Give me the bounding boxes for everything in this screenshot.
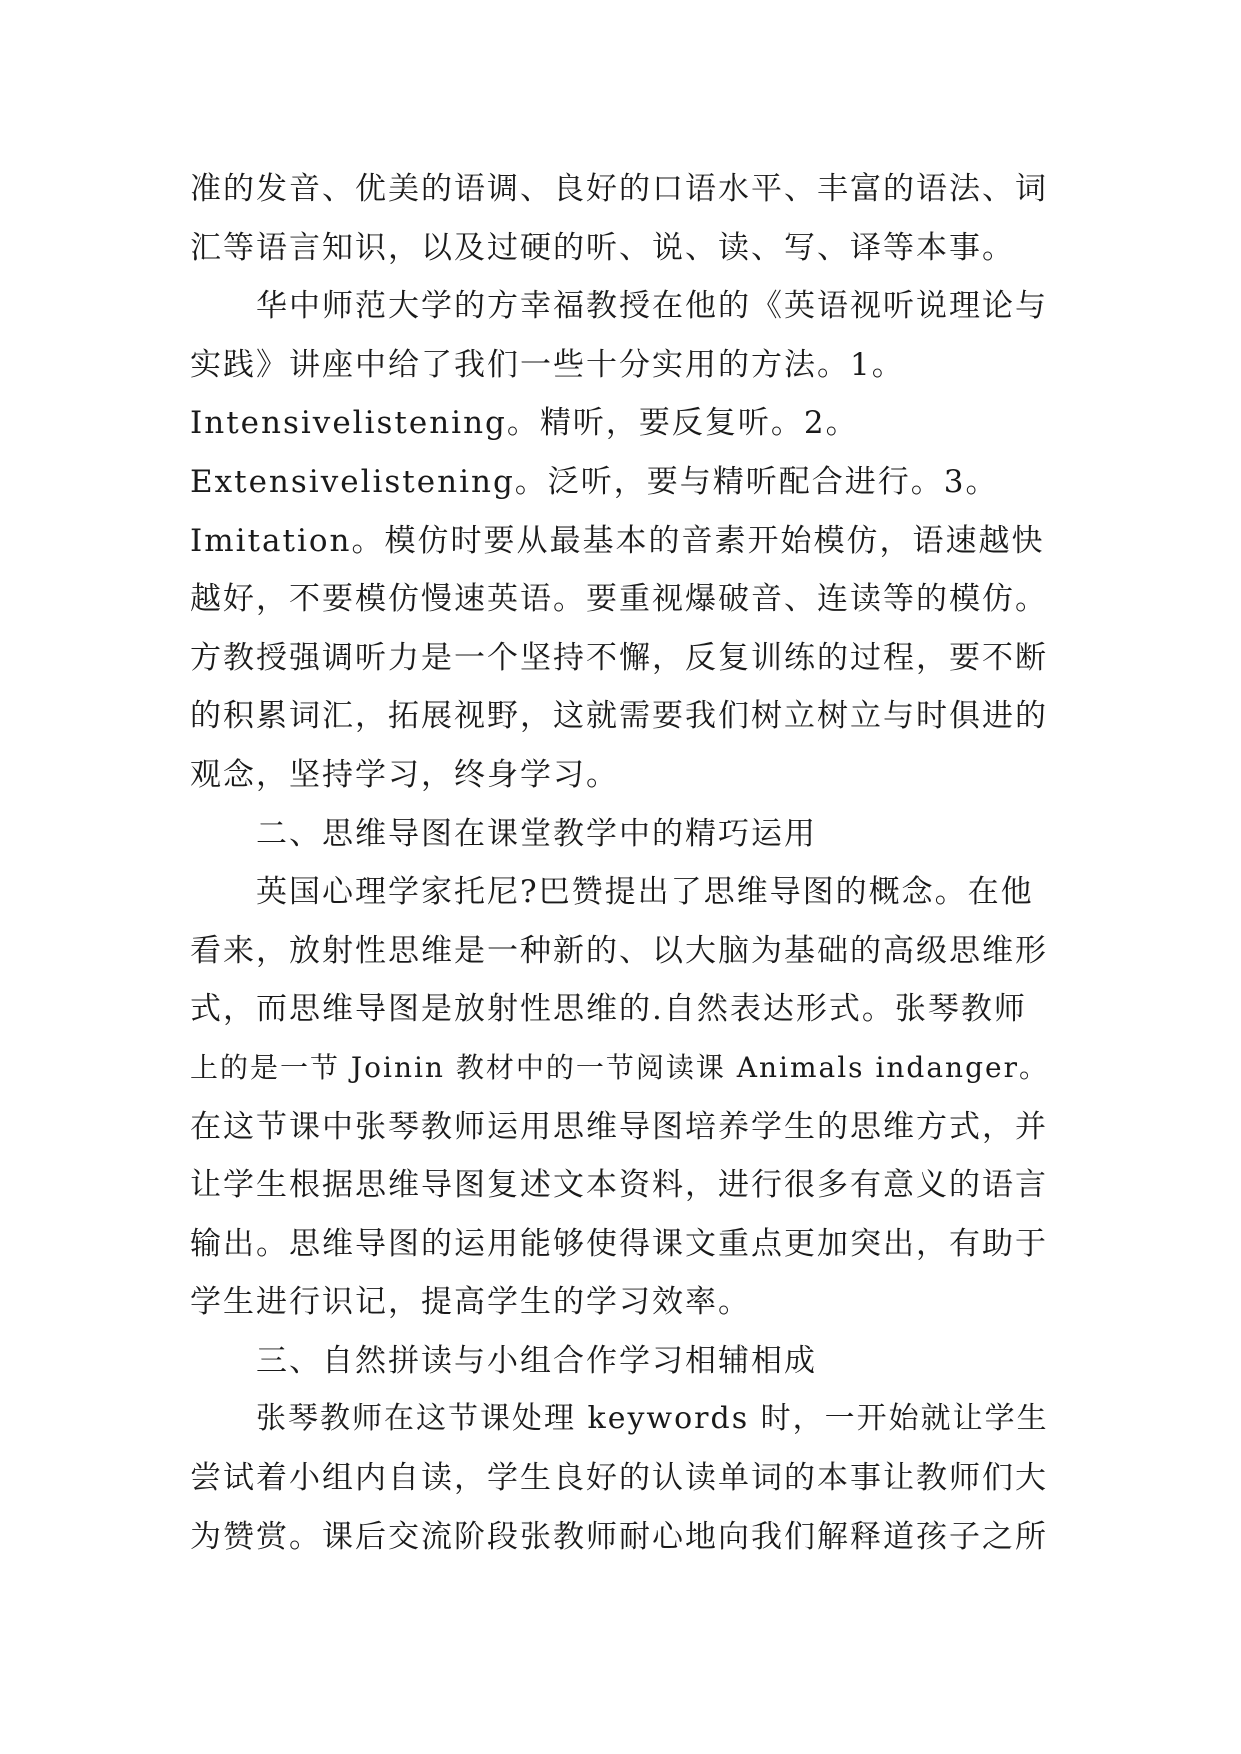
- paragraph-first-line: 张琴教师在这节课处理 keywords 时，一开始就让学生: [256, 1401, 1049, 1437]
- paragraph-first-line: 华中师范大学的方幸福教授在他的《英语视听说理论与: [256, 288, 1048, 325]
- document-body: [190, 160, 1050, 1566]
- text-line: Imitation。模仿时要从最基本的音素开始模仿，语速越快: [190, 522, 1045, 559]
- section-heading: 二、思维导图在课堂教学中的精巧运用: [256, 815, 817, 852]
- text-line: 输出。思维导图的运用能够使得课文重点更加突出，有助于: [190, 1225, 1048, 1262]
- text-line: Intensivelistening。精听，要反复听。2。: [190, 405, 859, 442]
- text-line: 式，而思维导图是放射性思维的.自然表达形式。张琴教师: [190, 991, 1027, 1028]
- paragraph-first-line: 英国心理学家托尼?巴赞提出了思维导图的概念。在他: [256, 874, 1034, 911]
- text-line: 学生进行识记，提高学生的学习效率。: [190, 1284, 751, 1321]
- text-line: 实践》讲座中给了我们一些十分实用的方法。1。: [190, 346, 905, 383]
- text-line: 为赞赏。课后交流阶段张教师耐心地向我们解释道孩子之所: [190, 1518, 1048, 1555]
- text-line: 上的是一节 Joinin 教材中的一节阅读课 Animals indanger。: [190, 1050, 1049, 1084]
- text-line: 准的发音、优美的语调、良好的口语水平、丰富的语法、词: [190, 171, 1048, 207]
- text-line: 越好，不要模仿慢速英语。要重视爆破音、连读等的模仿。: [190, 581, 1048, 618]
- text-line: 在这节课中张琴教师运用思维导图培养学生的思维方式，并: [190, 1108, 1048, 1145]
- text-line: 方教授强调听力是一个坚持不懈，反复训练的过程，要不断: [190, 639, 1048, 676]
- text-line: 尝试着小组内自读，学生良好的认读单词的本事让教师们大: [190, 1460, 1048, 1497]
- text-line: 让学生根据思维导图复述文本资料，进行很多有意义的语言: [190, 1167, 1048, 1204]
- text-line: 观念，坚持学习，终身学习。: [190, 756, 619, 793]
- text-line: 的积累词汇，拓展视野，这就需要我们树立树立与时俱进的: [190, 698, 1048, 735]
- section-heading: 三、自然拼读与小组合作学习相辅相成: [256, 1342, 817, 1379]
- text-line: Extensivelistening。泛听，要与精听配合进行。3。: [190, 463, 999, 500]
- text-line: 看来，放射性思维是一种新的、以大脑为基础的高级思维形: [190, 932, 1048, 969]
- text-line: 汇等语言知识，以及过硬的听、说、读、写、译等本事。: [190, 229, 1015, 266]
